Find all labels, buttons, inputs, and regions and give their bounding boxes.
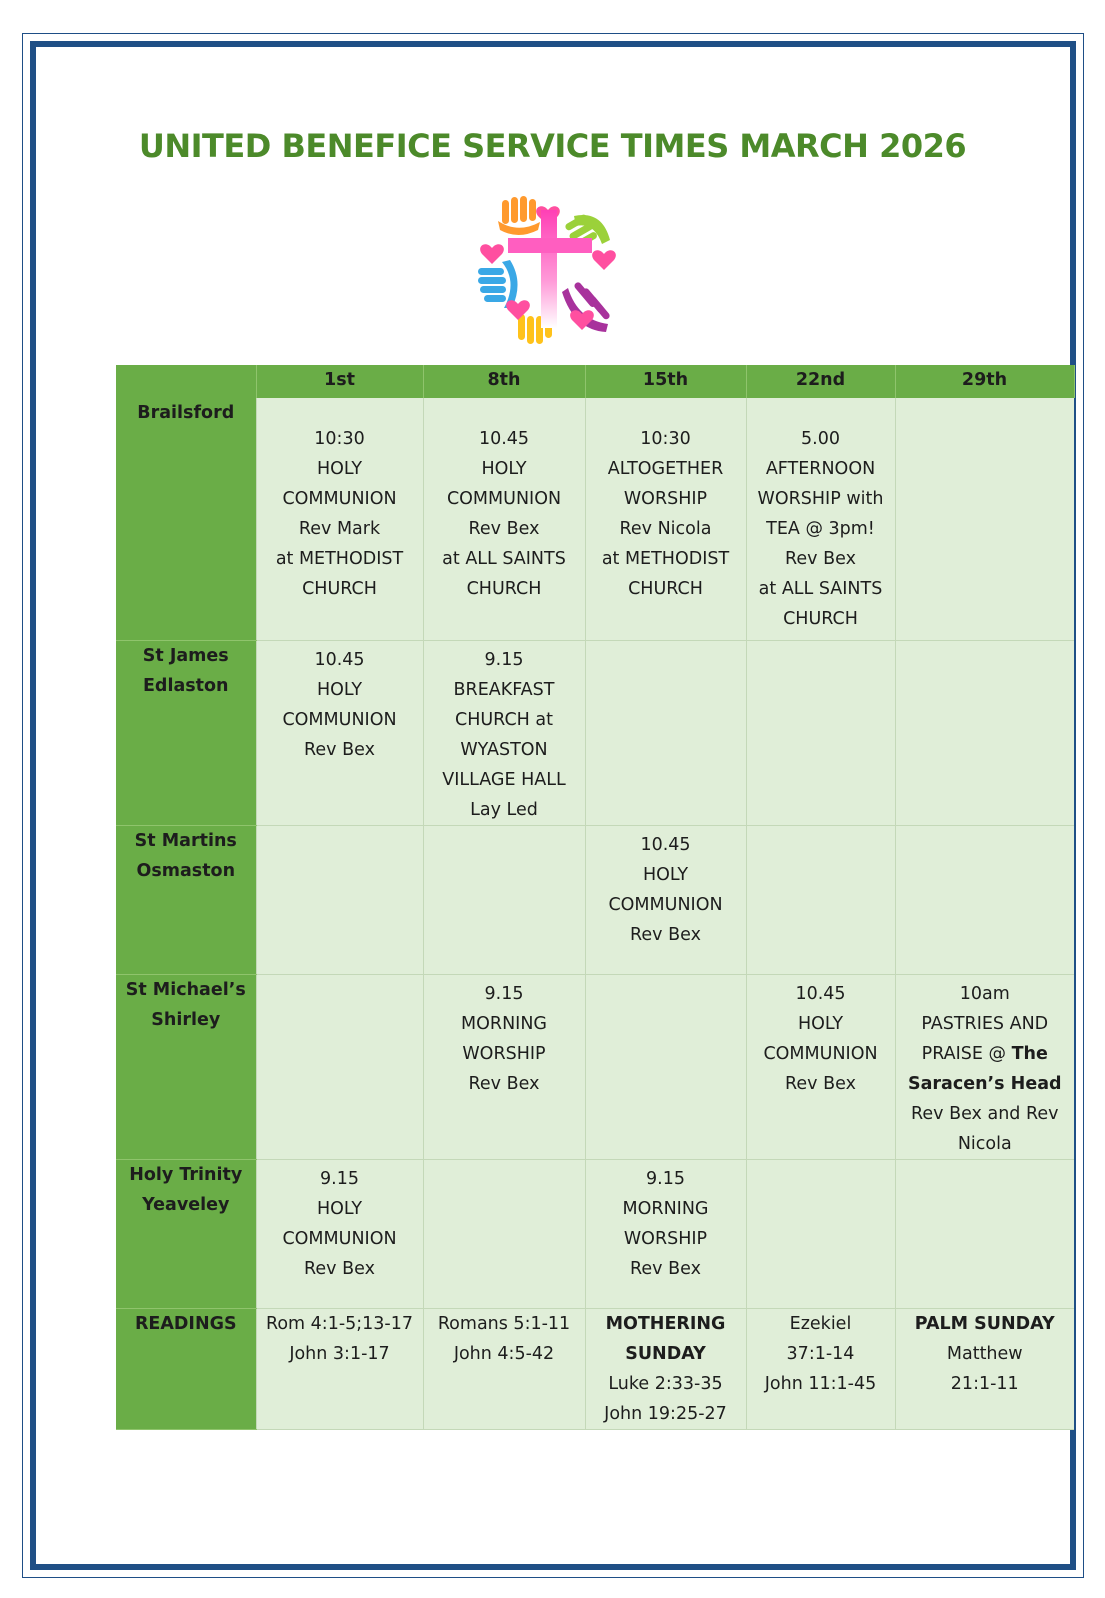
service-cell-empty	[746, 825, 895, 974]
service-cell-empty	[256, 974, 423, 1159]
service-cell-empty	[256, 825, 423, 974]
service-cell	[585, 825, 746, 974]
service-line: PASTRIES AND	[921, 1013, 1049, 1034]
reading-line: Matthew	[946, 1343, 1023, 1364]
service-line: Rev Bex	[630, 924, 701, 945]
service-line: Rev Bex	[630, 1258, 701, 1279]
venue-name-bold: The	[1011, 1043, 1048, 1064]
service-line: Lay Led	[470, 799, 538, 820]
service-line: 9.15	[484, 649, 524, 670]
church-name-brailsford	[116, 398, 256, 640]
church-name-st-michaels-shirley	[116, 974, 256, 1159]
service-cell-empty	[895, 640, 1074, 825]
service-line: 5.00	[801, 429, 840, 449]
service-cell-empty	[585, 640, 746, 825]
header-date-29th: 29th	[895, 365, 1074, 398]
service-line: Rev Bex	[304, 1258, 375, 1279]
service-cell	[423, 974, 585, 1159]
service-cell-empty	[895, 1159, 1074, 1308]
service-line: WORSHIP with	[757, 489, 884, 509]
service-line: COMMUNION	[282, 709, 397, 730]
service-line: 10.45	[314, 649, 365, 670]
table-row-brailsford	[116, 398, 1074, 640]
service-cell	[423, 640, 585, 825]
service-line: 9.15	[320, 1168, 359, 1189]
service-line: Rev Bex and Rev	[911, 1103, 1059, 1124]
reading-line: Romans 5:1-11	[437, 1313, 571, 1334]
venue-name-bold: Saracen’s Head	[907, 1073, 1062, 1094]
service-cell-empty	[423, 825, 585, 974]
service-line: Rev Nicola	[619, 519, 712, 539]
reading-line: Rom 4:1-5;13-17	[265, 1313, 414, 1334]
service-line: HOLY	[316, 679, 363, 700]
service-line-part: PRAISE @	[921, 1043, 1012, 1064]
header-date-8th: 8th	[423, 365, 585, 398]
service-line: Rev Bex	[468, 1073, 540, 1094]
service-line: COMMUNION	[282, 1228, 397, 1249]
service-line: COMMUNION	[763, 1043, 878, 1064]
table-row-st-michaels-shirley	[116, 974, 1074, 1159]
service-line: Rev Bex	[304, 739, 375, 760]
service-cell-empty	[746, 640, 895, 825]
service-cell-empty	[895, 398, 1074, 640]
reading-line: Ezekiel	[789, 1313, 852, 1334]
header-date-1st: 1st	[256, 365, 423, 398]
reading-line: John 3:1-17	[289, 1343, 390, 1364]
service-times-table	[116, 365, 1075, 1430]
reading-line: John 19:25-27	[604, 1403, 727, 1424]
service-line: 9.15	[646, 1168, 685, 1189]
service-line: Nicola	[957, 1133, 1012, 1154]
church-name-st-martins-osmaston	[116, 825, 256, 974]
header-date-15th: 15th	[585, 365, 746, 398]
header-date-22nd: 22nd	[746, 365, 895, 398]
service-line: HOLY	[316, 459, 363, 479]
readings-cell	[746, 1308, 895, 1429]
service-line: 10.45	[795, 983, 846, 1004]
service-line: WYASTON	[460, 739, 548, 760]
service-cell	[895, 974, 1074, 1159]
service-cell-empty	[585, 974, 746, 1159]
sunday-name-bold: SUNDAY	[625, 1343, 706, 1364]
table-row-holy-trinity-yeaveley	[116, 1159, 1074, 1308]
header-row	[116, 365, 1074, 398]
service-line: CHURCH at	[454, 709, 553, 730]
service-line: BREAKFAST	[453, 679, 555, 700]
service-line: 10:30	[314, 429, 365, 449]
service-cell	[746, 398, 895, 640]
service-line: CHURCH	[466, 579, 542, 599]
service-line: AFTERNOON	[765, 459, 876, 479]
service-line: 9.15	[484, 983, 524, 1004]
service-line: at ALL SAINTS	[758, 579, 883, 599]
service-line: WORSHIP	[623, 1228, 708, 1249]
church-name-st-james-edlaston	[116, 640, 256, 825]
readings-label	[116, 1308, 256, 1429]
service-line: HOLY	[642, 864, 689, 885]
church-name-line: Edlaston	[142, 675, 229, 696]
readings-cell	[256, 1308, 423, 1429]
reading-line: 37:1-14	[786, 1343, 855, 1364]
service-line: CHURCH	[628, 579, 703, 599]
service-cell	[585, 1159, 746, 1308]
service-line: Rev Bex	[785, 549, 856, 569]
service-cell	[256, 1159, 423, 1308]
service-cell	[746, 974, 895, 1159]
reading-line: 21:1-11	[950, 1373, 1019, 1394]
service-cell	[585, 398, 746, 640]
service-cell-empty	[895, 825, 1074, 974]
table-row-readings	[116, 1308, 1074, 1429]
reading-line: John 4:5-42	[453, 1343, 555, 1364]
church-name-line: St Michael’s	[125, 979, 246, 1000]
readings-label-text: READINGS	[134, 1313, 237, 1334]
service-line	[900, 1039, 1071, 1069]
service-line: COMMUNION	[446, 489, 562, 509]
service-line: Rev Bex	[468, 519, 540, 539]
service-line: CHURCH	[302, 579, 377, 599]
service-line: 10.45	[640, 834, 691, 855]
service-line: at METHODIST	[275, 549, 404, 569]
service-line: MORNING	[461, 1013, 547, 1034]
service-line: ALTOGETHER	[607, 459, 724, 479]
service-line: COMMUNION	[282, 489, 397, 509]
service-line: COMMUNION	[608, 894, 723, 915]
service-line: WORSHIP	[462, 1043, 546, 1064]
service-line: CHURCH	[783, 609, 858, 629]
service-line: 10:30	[640, 429, 691, 449]
page-title: UNITED BENEFICE SERVICE TIMES MARCH 2026	[138, 127, 967, 165]
sunday-name-bold: MOTHERING	[605, 1313, 726, 1334]
church-name-line: Shirley	[151, 1009, 221, 1030]
church-name-line: Yeaveley	[142, 1194, 230, 1215]
sunday-name-bold: PALM SUNDAY	[914, 1313, 1055, 1334]
church-name-line: Brailsford	[137, 403, 235, 423]
service-line: VILLAGE HALL	[442, 769, 566, 790]
service-cell	[256, 640, 423, 825]
service-line: at METHODIST	[601, 549, 730, 569]
service-line: TEA @ 3pm!	[766, 519, 875, 539]
service-line: at ALL SAINTS	[442, 549, 566, 569]
service-line: Rev Bex	[785, 1073, 856, 1094]
table-row-st-martins-osmaston	[116, 825, 1074, 974]
service-line: MORNING	[622, 1198, 709, 1219]
readings-cell	[423, 1308, 585, 1429]
header-corner-cell	[116, 365, 256, 398]
reading-line: John 11:1-45	[764, 1373, 877, 1394]
service-line: 10.45	[478, 429, 530, 449]
hands-cross-logo-icon	[478, 196, 628, 346]
service-cell	[423, 398, 585, 640]
service-line: 10am	[959, 983, 1010, 1004]
service-line: Rev Mark	[298, 519, 381, 539]
service-cell	[256, 398, 423, 640]
service-line: WORSHIP	[623, 489, 708, 509]
church-name-line: Holy Trinity	[129, 1164, 243, 1185]
church-name-line: St Martins	[134, 830, 237, 851]
service-line: HOLY	[797, 1013, 844, 1034]
reading-line: Luke 2:33-35	[608, 1373, 723, 1394]
service-line: HOLY	[316, 1198, 363, 1219]
readings-cell	[585, 1308, 746, 1429]
service-cell-empty	[746, 1159, 895, 1308]
church-name-line: St James	[142, 645, 229, 666]
table-row-st-james-edlaston	[116, 640, 1074, 825]
readings-cell	[895, 1308, 1074, 1429]
church-name-holy-trinity-yeaveley	[116, 1159, 256, 1308]
service-line: HOLY	[481, 459, 527, 479]
service-cell-empty	[423, 1159, 585, 1308]
church-name-line: Osmaston	[136, 860, 236, 881]
